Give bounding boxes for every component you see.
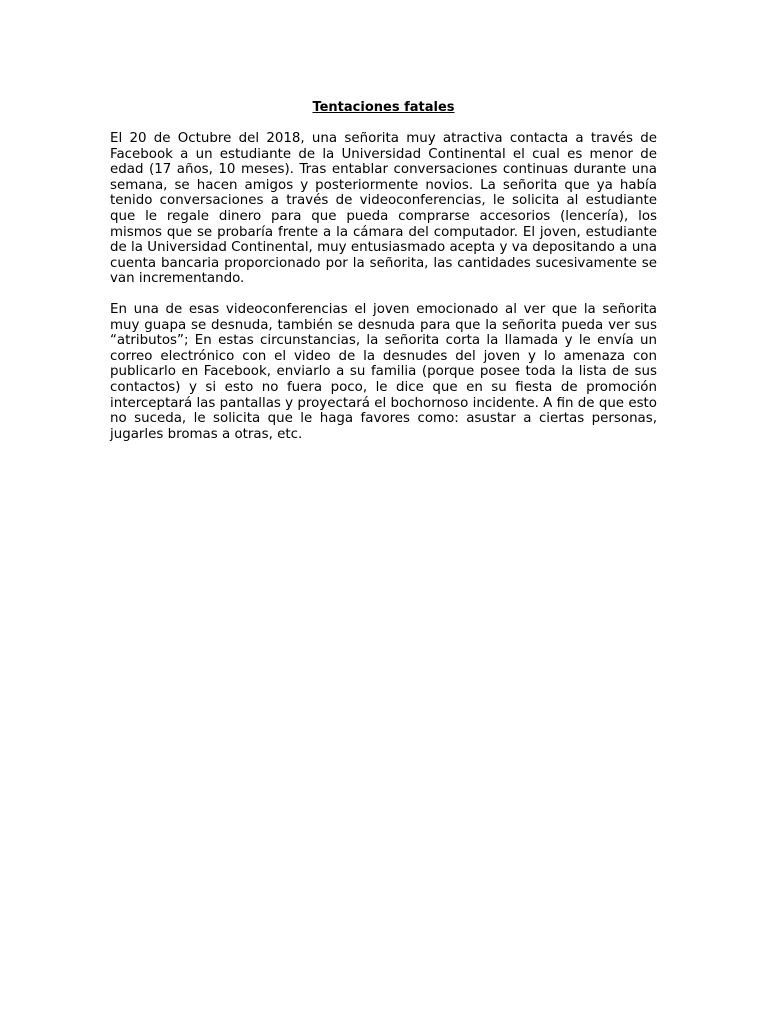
document-body <box>110 100 657 457</box>
paragraph-1: El 20 de Octubre del 2018, una señorita muy atractiva contacta a través de Facebook a un estudiante de la Universidad Continental el cual es menor de edad (17 años, 10 meses). Tras entablar conversaciones continuas durante una semana, se hacen amigos y posteriormente novios. La señorita que ya había tenido conversaciones a través de videoconferencias, le solicita al estudiante que le regale dinero para que pueda comprarse accesorios (lencería), los mismos que se probaría frente a la cámara del computador. El joven, estudiante de la Universidad Continental, muy entusiasmado acepta y va depositando a una cuenta bancaria proporcionado por la señorita, las cantidades sucesivamente se van incrementando. <box>110 131 657 287</box>
paragraph-2: En una de esas videoconferencias el joven emocionado al ver que la señorita muy guapa se desnuda, también se desnuda para que la señorita pueda ver sus “atributos”; En estas circunstancias, la señorita corta la llamada y le envía un correo electrónico con el video de la desnudes del joven y lo amenaza con publicarlo en Facebook, enviarlo a su familia (porque posee toda la lista de sus contactos) y si esto no fuera poco, le dice que en su fiesta de promoción interceptará las pantallas y proyectará el bochornoso incidente. A fin de que esto no suceda, le solicita que le haga favores como: asustar a ciertas personas, jugarles bromas a otras, etc. <box>110 301 657 442</box>
document-title: Tentaciones fatales <box>312 100 455 115</box>
